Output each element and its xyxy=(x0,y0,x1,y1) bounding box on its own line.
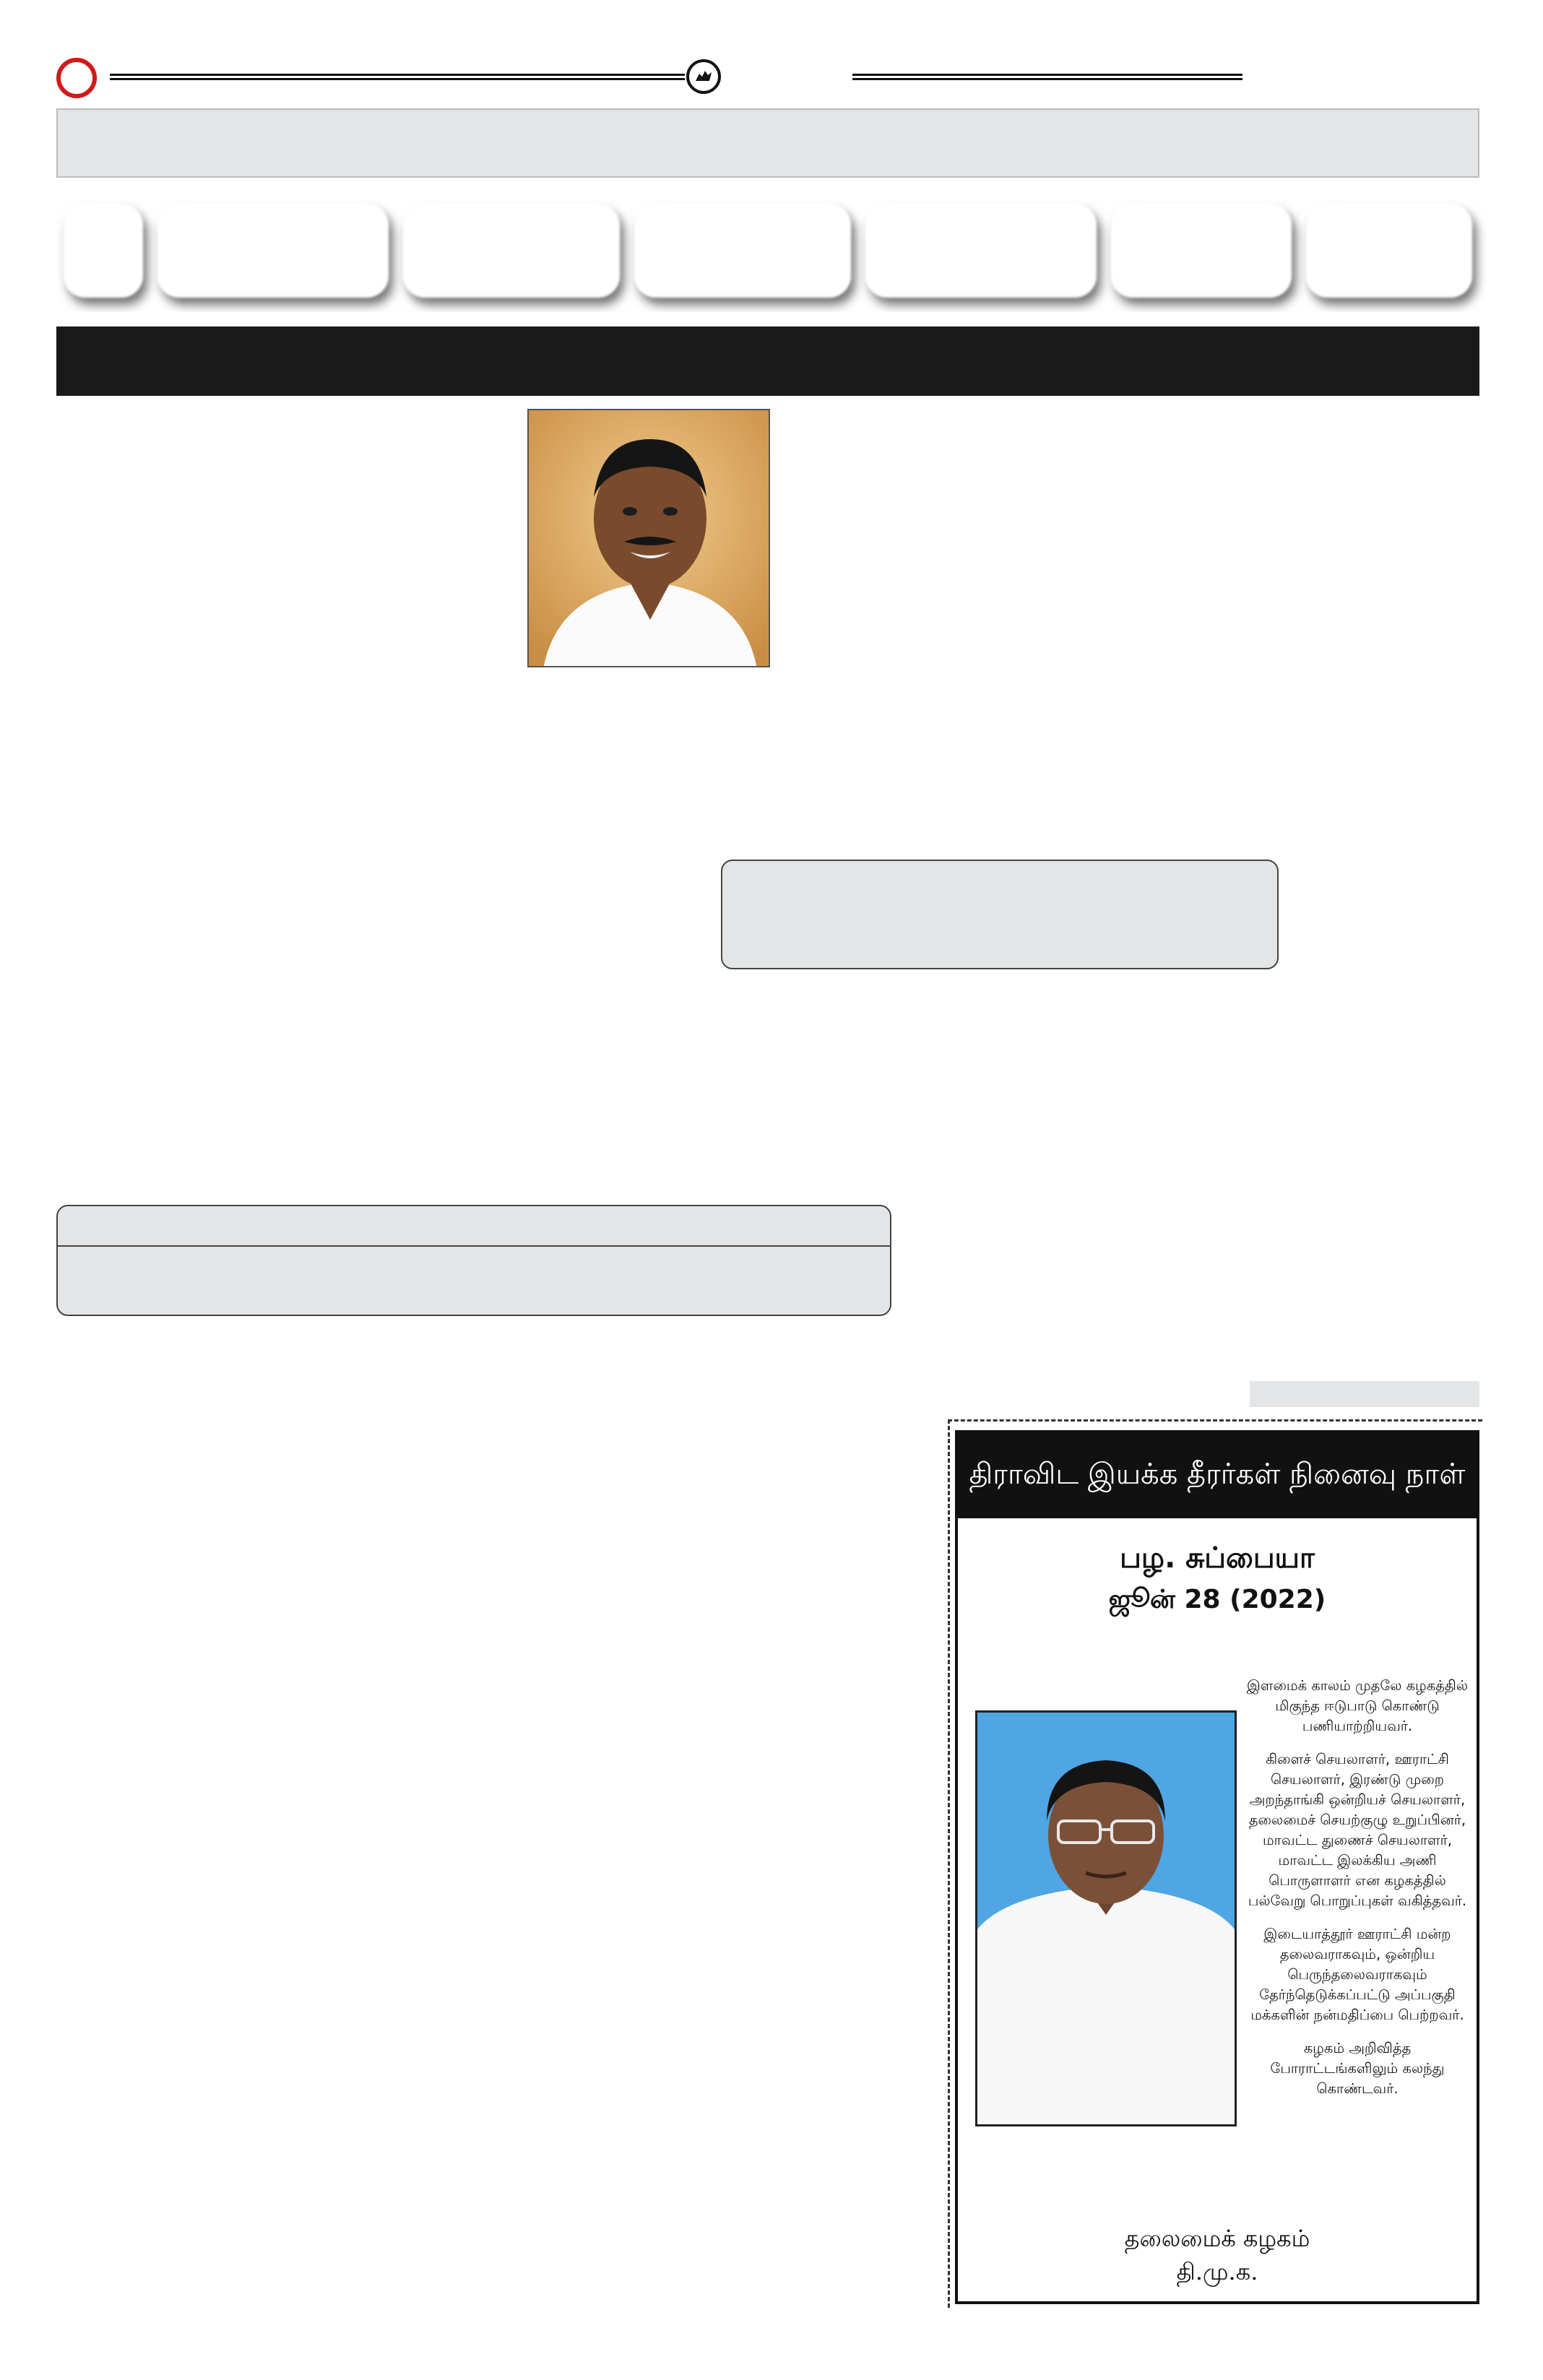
ad-paragraph: கழகம் அறிவித்த போராட்டங்களிலும் கலந்து கொண்டவர். xyxy=(1270,2040,1445,2097)
info-box-divider xyxy=(58,1245,890,1247)
ad-biography xyxy=(1245,1676,1469,2112)
ad-signature-org: தலைமைக் கழகம் xyxy=(1124,2225,1310,2252)
ad-paragraph: கிளைச் செயலாளர், ஊராட்சி செயலாளர், இரண்டு முறை அறந்தாங்கி ஒன்றியச் செயலாளர், தலைமைச் செயற்குழு உறுப்பினர், மாவட்ட துணைச் செயலாளர், மாவட்ட இலக்கிய அணி பொருளாளர் என கழகத்தில் பல்வேறு பொறுப்புகள் வகித்தவர். xyxy=(1248,1751,1467,1909)
grey-pull-quote-box xyxy=(721,860,1279,969)
blurred-headline xyxy=(56,189,1487,312)
party-emblem-icon xyxy=(686,59,721,94)
top-grey-banner xyxy=(56,108,1479,178)
grey-info-box xyxy=(56,1205,891,1316)
portrait-photo xyxy=(527,409,770,667)
ad-signature-party: தி.மு.க. xyxy=(1176,2258,1258,2285)
dark-subheading-bar xyxy=(56,326,1479,396)
memorial-portrait-photo xyxy=(975,1710,1237,2126)
page-number-circle-icon xyxy=(56,58,97,98)
ad-date: ஜூன் 28 (2022) xyxy=(1108,1585,1326,1614)
header-rule-right xyxy=(852,74,1242,80)
ad-heading: திராவிட இயக்க தீரர்கள் நினைவு நாள் xyxy=(958,1433,1477,1518)
ad-paragraph: இடையாத்தூர் ஊராட்சி மன்ற தலைவராகவும், ஒன்றிய பெருந்தலைவராகவும் தேர்ந்தெடுக்கப்பட்டு அப்பகுதி மக்களின் நன்மதிப்பை பெற்றவர். xyxy=(1250,1926,1464,2023)
header-rule-left xyxy=(110,74,685,80)
ad-person-name: பழ. சுப்பையா xyxy=(1120,1541,1315,1575)
small-grey-tag xyxy=(1250,1381,1479,1407)
memorial-ad xyxy=(955,1430,1479,2304)
ad-paragraph: இளமைக் காலம் முதலே கழகத்தில் மிகுந்த ஈடுபாடு கொண்டு பணியாற்றியவர். xyxy=(1246,1677,1469,1734)
